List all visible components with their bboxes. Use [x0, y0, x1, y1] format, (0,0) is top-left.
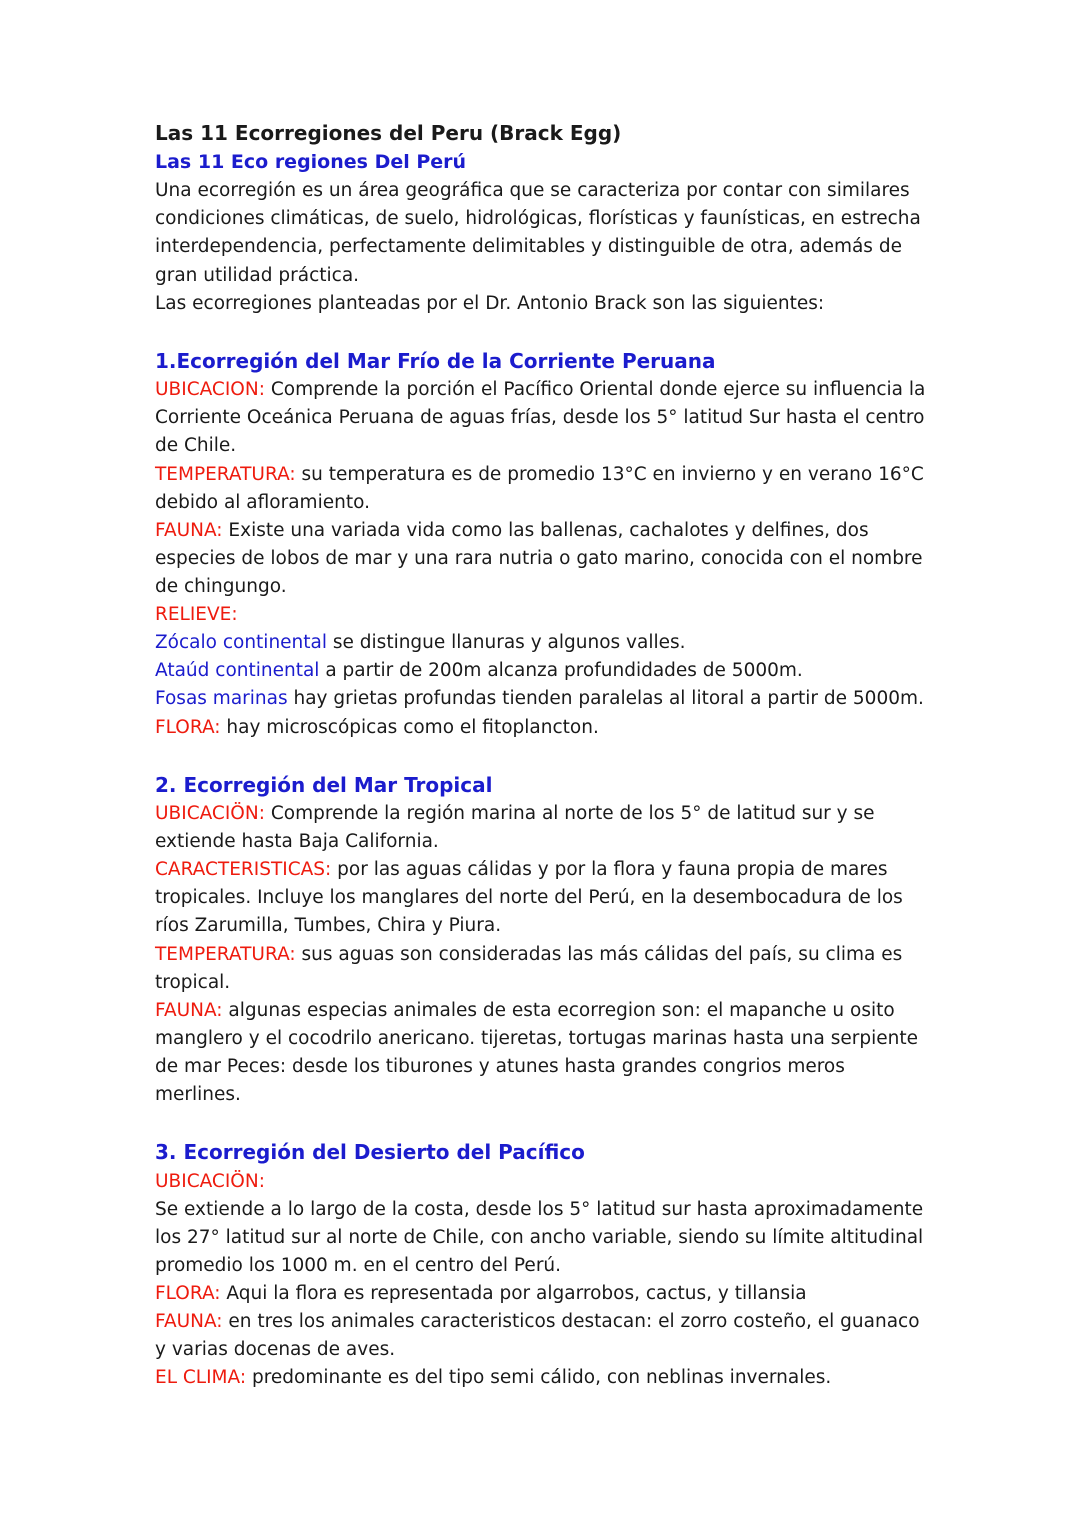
paragraph — [155, 1196, 932, 1280]
paragraph — [155, 177, 932, 289]
paragraph — [155, 1168, 932, 1196]
text-span: FAUNA: — [155, 519, 223, 541]
paragraph — [155, 997, 932, 1109]
text-span: Las 11 Eco regiones Del Perú — [155, 151, 467, 174]
text-span: 3. Ecorregión del Desierto del Pacífico — [155, 1140, 585, 1165]
paragraph — [155, 714, 932, 742]
section-heading — [155, 770, 932, 800]
text-span: Zócalo continental — [155, 632, 328, 654]
text-span: Existe una variada vida como las ballenas, cachalotes y delfines, dos especies de lobos de mar y una rara nutria o gato marino, conocida con el nombre de chingungo. — [155, 519, 923, 597]
text-span: Una ecorregión es un área geográfica que se caracteriza por contar con similares condiciones climáticas, de suelo, hidrológicas, florísticas y faunísticas, en estrecha interdependencia, perfectamente delimitables y distinguible de otra, además de gran utilidad práctica. — [155, 180, 921, 286]
text-span: sus aguas son consideradas las más cálidas del país, su clima es tropical. — [155, 943, 903, 993]
text-span: Las 11 Ecorregiones del Peru (Brack Egg) — [155, 121, 622, 145]
text-span: en tres los animales caracteristicos destacan: el zorro costeño, el guanaco y varias docenas de aves. — [155, 1311, 920, 1361]
text-span: Fosas marinas — [155, 688, 288, 710]
text-span: hay microscópicas como el fitoplancton. — [220, 716, 599, 738]
text-span: CARACTERISTICAS: — [155, 859, 332, 881]
paragraph — [155, 685, 932, 713]
paragraph — [155, 856, 932, 940]
paragraph — [155, 1308, 932, 1364]
text-span: UBICACION: — [155, 379, 265, 401]
text-span: Ataúd continental — [155, 660, 320, 682]
text-span: UBICACIÖN: — [155, 803, 265, 825]
document-title — [155, 118, 932, 148]
text-span: Comprende la región marina al norte de los 5° de latitud sur y se extiende hasta Baja California. — [155, 803, 875, 853]
text-span: Aqui la flora es representada por algarrobos, cactus, y tillansia — [220, 1283, 807, 1305]
section-heading — [155, 346, 932, 376]
paragraph — [155, 461, 932, 517]
paragraph — [155, 601, 932, 629]
paragraph — [155, 657, 932, 685]
text-span: RELIEVE: — [155, 604, 238, 626]
paragraph — [155, 1280, 932, 1308]
text-span: a partir de 200m alcanza profundidades de 5000m. — [319, 660, 803, 682]
text-span: por las aguas cálidas y por la flora y fauna propia de mares tropicales. Incluye los manglares del norte del Perú, en la desembocadura de los ríos Zarumilla, Tumbes, Chira y Piura. — [155, 859, 903, 937]
paragraph — [155, 629, 932, 657]
paragraph — [155, 376, 932, 460]
paragraph — [155, 941, 932, 997]
text-span: hay grietas profundas tienden paralelas al litoral a partir de 5000m. — [287, 688, 924, 710]
text-span: TEMPERATURA: — [155, 463, 296, 485]
text-span: 1.Ecorregión del Mar Frío de la Corriente Peruana — [155, 348, 716, 373]
text-span: FLORA: — [155, 1283, 221, 1305]
text-span: Las ecorregiones planteadas por el Dr. Antonio Brack son las siguientes: — [155, 292, 825, 314]
paragraph — [155, 517, 932, 601]
text-span: Comprende la porción el Pacífico Oriental donde ejerce su influencia la Corriente Oceánica Peruana de aguas frías, desde los 5° latitud Sur hasta el centro de Chile. — [155, 379, 926, 457]
text-span: EL CLIMA: — [155, 1367, 247, 1389]
text-span: algunas especias animales de esta ecorregion son: el mapanche u osito manglero y el cocodrilo anericano. tijeretas, tortugas marinas hasta una serpiente de mar Peces: desde los tiburones y atunes hasta grandes congrios meros merlines. — [155, 999, 918, 1106]
text-span: FAUNA: — [155, 1311, 223, 1333]
paragraph — [155, 800, 932, 856]
text-span: FAUNA: — [155, 999, 223, 1021]
text-span: TEMPERATURA: — [155, 943, 296, 965]
text-span: FLORA: — [155, 716, 221, 738]
document-subtitle — [155, 148, 932, 177]
text-span: 2. Ecorregión del Mar Tropical — [155, 772, 493, 797]
document-body — [155, 118, 932, 1392]
paragraph — [155, 290, 932, 318]
section-heading — [155, 1137, 932, 1167]
paragraph — [155, 1364, 932, 1392]
text-span: UBICACIÖN: — [155, 1170, 265, 1192]
text-span: su temperatura es de promedio 13°C en invierno y en verano 16°C debido al afloramiento. — [155, 463, 924, 513]
text-span: se distingue llanuras y algunos valles. — [327, 632, 686, 654]
text-span: predominante es del tipo semi cálido, con neblinas invernales. — [246, 1367, 832, 1389]
text-span: Se extiende a lo largo de la costa, desde los 5° latitud sur hasta aproximadamente los 27° latitud sur al norte de Chile, con ancho variable, siendo su límite altitudinal promedio los 1000 m. en el centro del Perú. — [155, 1198, 924, 1276]
